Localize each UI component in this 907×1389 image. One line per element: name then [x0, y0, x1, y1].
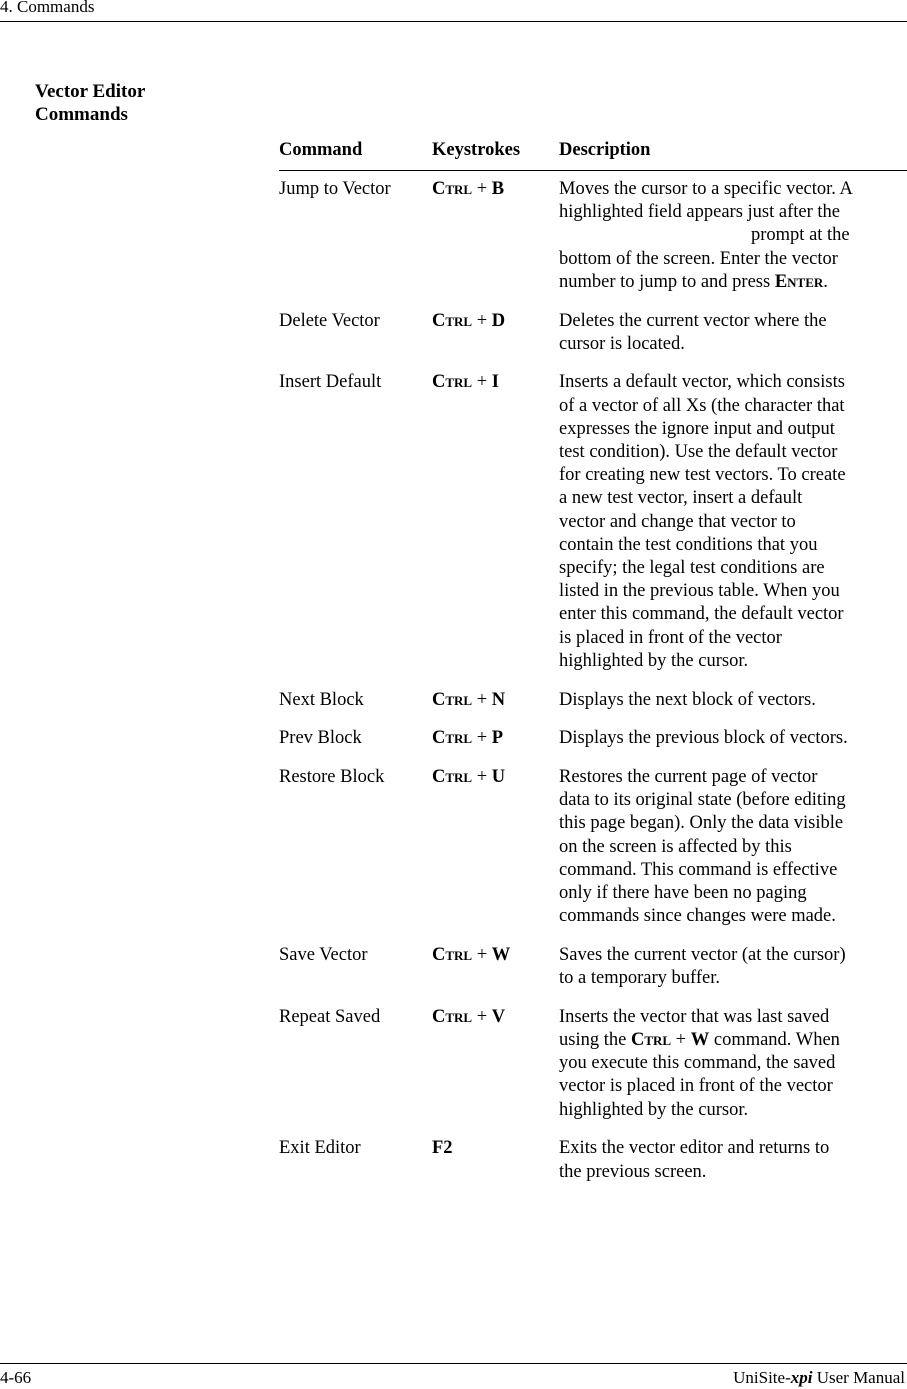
description-line: only if there have been no paging: [559, 882, 807, 903]
description-line: for creating new test vectors. To create: [559, 465, 846, 486]
key: N: [491, 689, 506, 710]
footer-rule: [0, 1363, 907, 1364]
key: U: [491, 766, 506, 787]
section-title-line: Vector Editor: [35, 81, 146, 102]
description-line: Moves the cursor to a specific vector. A: [559, 179, 853, 199]
table-row: [279, 178, 907, 310]
description: [559, 178, 904, 294]
table-body: [279, 171, 907, 1199]
table-row: [279, 766, 907, 944]
table-row: [279, 1137, 907, 1199]
description: [559, 944, 904, 990]
description: [559, 689, 904, 712]
description-line: Inserts the vector that was last saved: [559, 1006, 830, 1027]
description-line: [559, 224, 904, 247]
column-header-command: Command: [279, 140, 363, 160]
description-line: enter this command, the default vector: [559, 604, 844, 625]
description-line: Saves the current vector (at the cursor): [559, 944, 846, 965]
command-name: Restore Block: [279, 766, 385, 787]
description-line: test condition). Use the default vector: [559, 442, 838, 463]
description-line: cursor is located.: [559, 333, 685, 354]
command-name: Exit Editor: [279, 1138, 361, 1159]
keystroke: [432, 1137, 559, 1183]
key: B: [491, 179, 505, 199]
description-line: [559, 1029, 904, 1052]
description-line: is placed in front of the vector: [559, 627, 782, 648]
key: P: [491, 728, 504, 749]
modifier-key: Ctrl: [432, 179, 473, 199]
description: [559, 371, 904, 673]
description-line: bottom of the screen. Enter the vector: [559, 248, 838, 269]
page-number: 4-66: [0, 1368, 32, 1387]
command-name: Jump to Vector: [279, 179, 391, 199]
table-row: [279, 371, 907, 688]
description-line: of a vector of all Xs (the character that: [559, 395, 845, 416]
key: I: [491, 372, 499, 393]
column-header-description: Description: [559, 140, 651, 160]
description-line: this page began). Only the data visible: [559, 813, 844, 834]
modifier-key: Ctrl: [630, 1030, 672, 1050]
manual-title-product: xpi: [790, 1368, 813, 1387]
keystroke: Ctrl + V: [432, 1006, 506, 1027]
modifier-key: Ctrl: [432, 728, 473, 749]
commands-table: [279, 140, 907, 1199]
modifier-key: Ctrl: [432, 766, 473, 787]
description-text: number to jump to and press: [559, 271, 775, 292]
key: W: [690, 1030, 710, 1050]
key: D: [491, 310, 506, 331]
description-line: specify; the legal test conditions are: [559, 558, 825, 579]
description-line: Deletes the current vector where the: [559, 310, 827, 331]
description-line: highlighted field appears just after the: [559, 202, 841, 223]
keystroke: Ctrl + U: [432, 766, 506, 787]
description-text: using the: [559, 1030, 631, 1050]
keystroke: Ctrl + I: [432, 372, 499, 393]
table-row: [279, 727, 907, 766]
description-line: you execute this command, the saved: [559, 1053, 836, 1074]
description: [559, 1137, 904, 1183]
modifier-key: Enter: [774, 271, 824, 292]
modifier-key: Ctrl: [432, 372, 473, 393]
description-line: vector and change that vector to: [559, 511, 796, 532]
running-header: 4. Commands: [0, 0, 95, 16]
modifier-key: Ctrl: [432, 689, 473, 710]
key: F2: [432, 1138, 453, 1159]
modifier-key: Ctrl: [432, 310, 473, 331]
keystroke: Ctrl + W: [432, 944, 511, 965]
description-line: vector is placed in front of the vector: [559, 1076, 833, 1097]
command-name: Insert Default: [279, 372, 382, 393]
description-text: command. When: [709, 1030, 840, 1050]
description-line: Inserts a default vector, which consists: [559, 372, 845, 393]
column-header-keystrokes: Keystrokes: [432, 140, 521, 160]
description-line: on the screen is affected by this: [559, 836, 792, 857]
description-line: to a temporary buffer.: [559, 968, 720, 989]
section-title: [35, 80, 145, 126]
description-line: [559, 271, 904, 294]
description-line: highlighted by the cursor.: [559, 1099, 749, 1120]
keystroke: Ctrl + B: [432, 179, 505, 199]
description-line: a new test vector, insert a default: [559, 488, 803, 509]
description-line: command. This command is effective: [559, 859, 838, 880]
modifier-key: Ctrl: [432, 944, 473, 965]
keystroke: Ctrl + N: [432, 689, 506, 710]
description-line: the previous screen.: [559, 1161, 707, 1182]
description-line: highlighted by the cursor.: [559, 650, 749, 671]
table-row: [279, 689, 907, 728]
description-line: listed in the previous table. When you: [559, 581, 840, 602]
description: [559, 727, 904, 750]
modifier-key: Ctrl: [432, 1006, 473, 1027]
description-line: Exits the vector editor and returns to: [559, 1138, 830, 1159]
description-text: +: [671, 1030, 691, 1050]
description-text: .: [823, 271, 828, 292]
keystroke: Ctrl + D: [432, 310, 506, 331]
description-text: prompt at the: [751, 225, 850, 246]
key: V: [491, 1006, 506, 1027]
manual-title-pre: UniSite-: [733, 1368, 791, 1387]
command-name: Repeat Saved: [279, 1006, 381, 1027]
description-line: contain the test conditions that you: [559, 534, 818, 555]
table-row: [279, 944, 907, 1006]
keystroke: Ctrl + P: [432, 728, 504, 749]
description: [559, 310, 904, 356]
table-header: [279, 140, 907, 171]
section-title-line: Commands: [35, 104, 128, 125]
command-name: Save Vector: [279, 944, 368, 965]
description-line: expresses the ignore input and output: [559, 418, 835, 439]
description-line: Restores the current page of vector: [559, 766, 818, 787]
command-name: Next Block: [279, 689, 364, 710]
manual-title: [733, 1368, 905, 1388]
description-line: Displays the previous block of vectors.: [559, 728, 848, 749]
table-row: [279, 310, 907, 372]
header-rule: [0, 21, 907, 22]
table-row: [279, 1006, 907, 1138]
command-name: Prev Block: [279, 728, 362, 749]
description-line: commands since changes were made.: [559, 906, 836, 927]
manual-title-post: User Manual: [812, 1368, 905, 1387]
command-name: Delete Vector: [279, 310, 380, 331]
description: [559, 1006, 904, 1122]
description-line: Displays the next block of vectors.: [559, 689, 816, 710]
description-line: data to its original state (before editing: [559, 790, 846, 811]
description: [559, 766, 904, 928]
key: W: [491, 944, 511, 965]
